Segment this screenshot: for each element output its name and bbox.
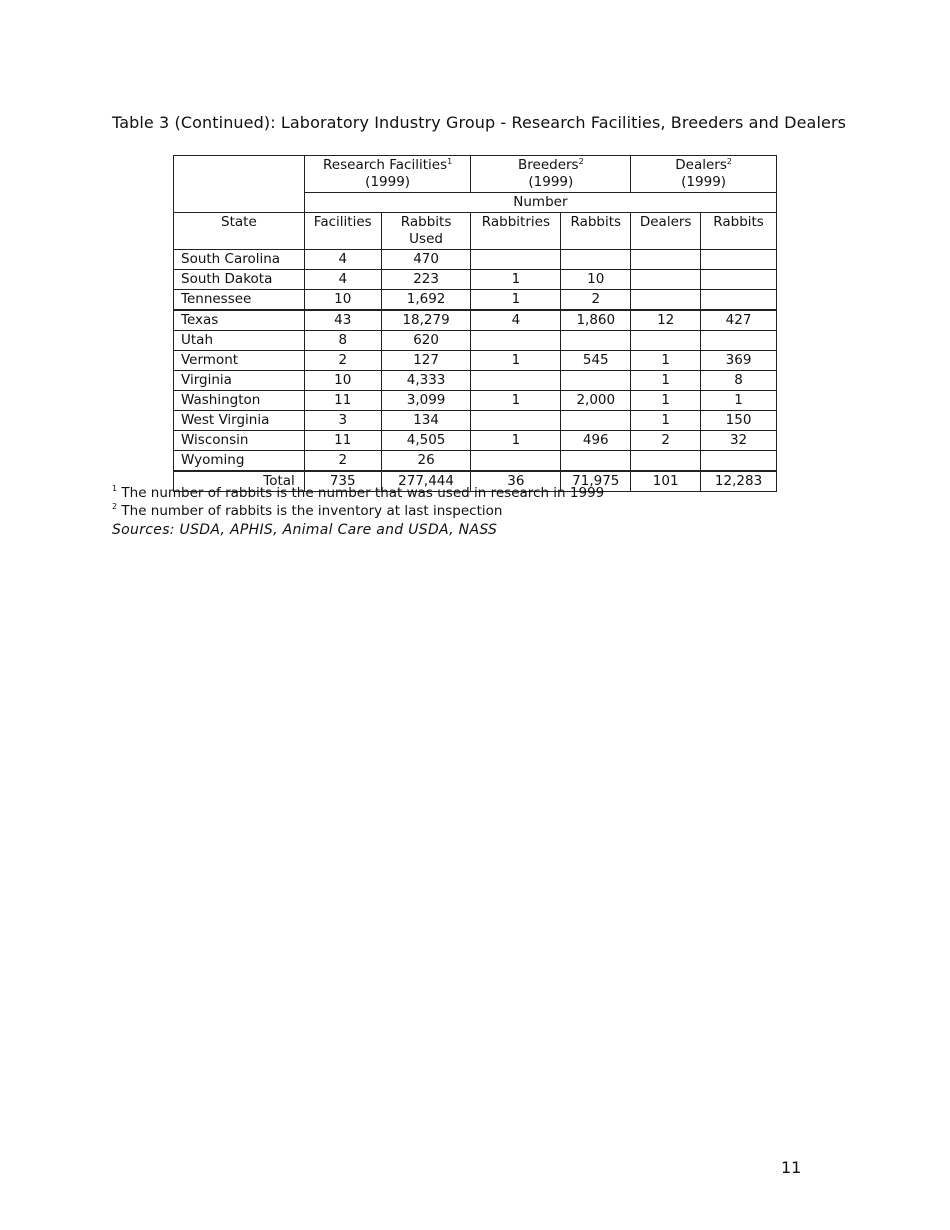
value-cell: 12 [631,310,701,331]
total-cell: 71,975 [561,471,631,492]
state-cell: South Dakota [174,270,305,290]
column-header-rabbits-used: Rabbits Used [381,213,471,250]
table-row [174,431,777,451]
column-header-row [174,213,777,250]
value-cell: 1 [471,431,561,451]
value-cell: 1 [471,391,561,411]
value-cell: 10 [304,371,381,391]
value-cell: 4,505 [381,431,471,451]
footnote-2: $^2$ The number of rabbits is the inventory at last inspection [112,502,503,519]
value-cell: 470 [381,250,471,270]
state-cell: West Virginia [174,411,305,431]
table-row [174,331,777,351]
value-cell [471,411,561,431]
value-cell [631,331,701,351]
total-cell: 12,283 [701,471,777,492]
value-cell: 10 [304,290,381,311]
sources-line: Sources: USDA, APHIS, Animal Care and USDA, NASS [112,522,498,538]
column-header-dealer-rabbits: Rabbits [701,213,777,250]
state-cell: Virginia [174,371,305,391]
value-cell [631,250,701,270]
table-row [174,270,777,290]
state-cell: Texas [174,310,305,331]
value-cell: 32 [701,431,777,451]
value-cell [631,270,701,290]
table-row [174,451,777,472]
value-cell: 11 [304,391,381,411]
table-row [174,371,777,391]
value-cell [561,371,631,391]
value-cell: 10 [561,270,631,290]
value-cell: 26 [381,451,471,472]
value-cell: 1 [631,371,701,391]
value-cell: 3 [304,411,381,431]
value-cell: 545 [561,351,631,371]
value-cell: 427 [701,310,777,331]
value-cell [471,250,561,270]
total-cell: 101 [631,471,701,492]
state-cell: Utah [174,331,305,351]
value-cell: 1 [631,391,701,411]
value-cell [561,411,631,431]
group-header-breeders: Breeders$^2$ (1999) [471,156,631,193]
value-cell: 134 [381,411,471,431]
value-cell: 223 [381,270,471,290]
value-cell: 127 [381,351,471,371]
value-cell [561,451,631,472]
table-row [174,411,777,431]
value-cell: 2,000 [561,391,631,411]
value-cell: 2 [561,290,631,311]
total-cell: 277,444 [381,471,471,492]
total-cell: 735 [304,471,381,492]
table-row [174,250,777,270]
value-cell: 620 [381,331,471,351]
value-cell: 2 [631,431,701,451]
data-table [173,155,777,492]
group-header-dealers: Dealers$^2$ (1999) [631,156,777,193]
state-cell: Washington [174,391,305,411]
value-cell: 369 [701,351,777,371]
value-cell: 4,333 [381,371,471,391]
unit-label: Number [304,193,776,213]
value-cell: 4 [304,270,381,290]
value-cell: 2 [304,351,381,371]
state-cell: South Carolina [174,250,305,270]
state-cell: Vermont [174,351,305,371]
value-cell: 1 [471,351,561,371]
column-header-rabbitries: Rabbitries [471,213,561,250]
value-cell: 1,860 [561,310,631,331]
table-row [174,290,777,311]
table-row [174,310,777,331]
value-cell [701,331,777,351]
value-cell: 1,692 [381,290,471,311]
column-header-dealers: Dealers [631,213,701,250]
value-cell: 3,099 [381,391,471,411]
value-cell: 2 [304,451,381,472]
value-cell [471,371,561,391]
value-cell [561,331,631,351]
value-cell [701,270,777,290]
value-cell: 18,279 [381,310,471,331]
value-cell [701,250,777,270]
value-cell [701,451,777,472]
footnote-1: $^1$ The number of rabbits is the number that was used in research in 1999 [112,484,605,501]
value-cell: 150 [701,411,777,431]
state-cell: Wyoming [174,451,305,472]
state-cell: Wisconsin [174,431,305,451]
blank-corner-cell [174,156,305,213]
value-cell [561,250,631,270]
column-header-breeder-rabbits: Rabbits [561,213,631,250]
total-cell: 36 [471,471,561,492]
footnotes [112,484,604,539]
value-cell [631,451,701,472]
group-header-research-facilities: Research Facilities$^1$ (1999) [304,156,471,193]
value-cell: 11 [304,431,381,451]
value-cell [471,331,561,351]
value-cell: 1 [471,290,561,311]
value-cell: 496 [561,431,631,451]
column-header-state: State [174,213,305,250]
value-cell [471,451,561,472]
value-cell: 8 [701,371,777,391]
state-cell: Tennessee [174,290,305,311]
value-cell: 1 [631,411,701,431]
value-cell: 4 [304,250,381,270]
value-cell [631,290,701,311]
value-cell: 43 [304,310,381,331]
page-number: 11 [781,1158,802,1177]
value-cell [701,290,777,311]
total-label: Total [174,471,305,492]
value-cell: 1 [631,351,701,371]
value-cell: 4 [471,310,561,331]
group-header-row [174,156,777,193]
value-cell: 1 [701,391,777,411]
table-row [174,391,777,411]
value-cell: 8 [304,331,381,351]
column-header-facilities: Facilities [304,213,381,250]
table-title: Table 3 (Continued): Laboratory Industry Group - Research Facilities, Breeders and Dealers [112,113,847,132]
value-cell: 1 [471,270,561,290]
table-row [174,351,777,371]
